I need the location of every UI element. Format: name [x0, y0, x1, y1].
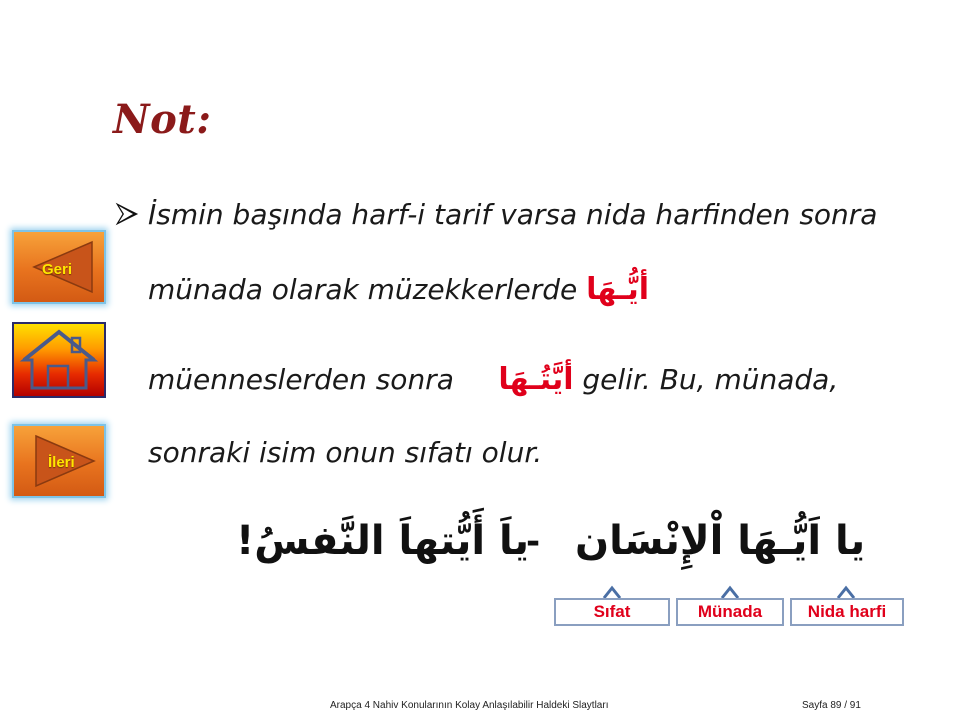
arrow-bullet-icon: [113, 196, 141, 232]
next-button-label: İleri: [48, 454, 75, 471]
page-number: Sayfa 89 / 91: [802, 700, 861, 711]
text-line-1: İsmin başında harf-i tarif varsa nida harfinden sonra: [148, 198, 878, 231]
text-line-3-before: müenneslerden sonra: [148, 363, 454, 396]
arabic-ayyatuha: أيَّتُـهَا: [498, 362, 574, 397]
example-arabic-nafs: ياَ أَيُّتهاَ النَّفسُ!: [236, 518, 530, 564]
next-button[interactable]: [12, 424, 106, 498]
footer-title: Arapça 4 Nahiv Konularının Kolay Anlaşılabilir Haldeki Slaytları: [330, 700, 609, 711]
example-arabic-insan: يا اَيُّـهَا اْلإِنْسَان: [575, 518, 866, 564]
slide-title: Not:: [113, 96, 212, 143]
text-line-4: sonraki isim onun sıfatı olur.: [148, 436, 543, 469]
home-button[interactable]: [12, 322, 106, 398]
tag-nida-harfi: Nida harfi: [790, 598, 904, 626]
back-button-label: Geri: [42, 261, 73, 278]
example-dash: -: [526, 522, 541, 562]
text-line-3: [148, 362, 838, 397]
tag-munada: Münada: [676, 598, 784, 626]
text-line-2: [148, 272, 649, 307]
home-icon: [14, 324, 104, 396]
text-line-3-after: gelir. Bu, münada,: [582, 363, 839, 396]
back-button[interactable]: [12, 230, 106, 304]
arabic-ayyuha: أيُّـهَا: [586, 272, 650, 307]
text-line-2-text: münada olarak müzekkerlerde: [148, 273, 578, 306]
tag-sifat: Sıfat: [554, 598, 670, 626]
